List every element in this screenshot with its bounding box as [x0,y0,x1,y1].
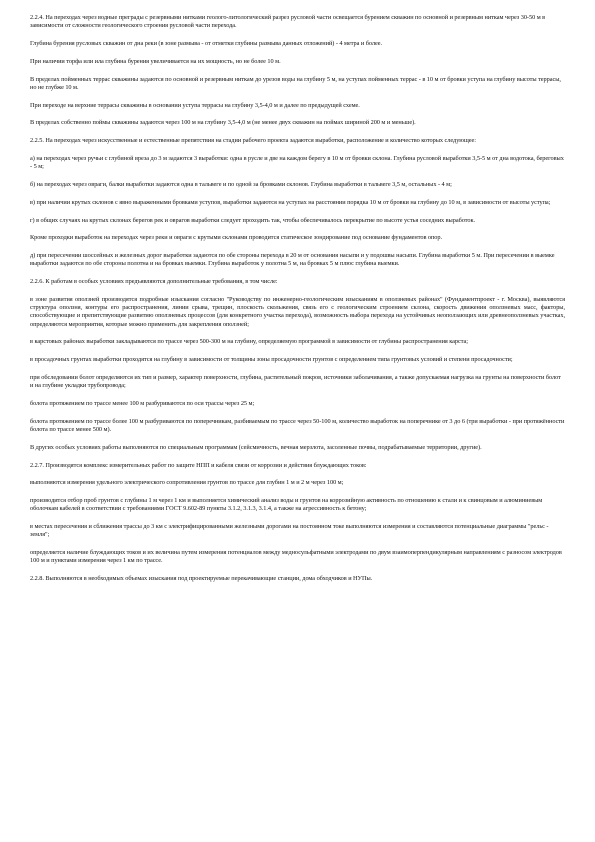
paragraph-stray-currents: определяется наличие блуждающих токов и их величина путем измерения потенциалов между медносульфатными электродами по двум взаимоперпендикулярным направлениям с разносом электродов 100 м и пунктами измерения через 1 км по трассе. [30,549,562,565]
paragraph-2-2-4: 2.2.4. На переходах через водные преграды с резервными нитками геолого-литологический разрез русловой части освещается бурением скважин по основной и резервным ниткам через 30-50 м в зависимости от сложности геологического строения русловой части перехода. [30,14,546,30]
paragraph-swamps-long: болота протяжением по трассе более 100 м разбуриваются по поперечникам, разбиваемым по трассе через 50-100 м, количество выработок на поперечнике от 3 до 6 (три выработки - при протяжённости болота по трассе менее 500 м). [30,417,565,433]
paragraph-resistivity: выполняются измерения удельного электрического сопротивления грунтов по трассе для глубин 1 м и 2 м через 100 м; [30,479,344,487]
list-item-g: г) в общих случаях на крутых склонах берегов рек и оврагов выработки следует проходить так, чтобы обеспечивалось перекрытие по высоте устья соседних выработок. [30,216,475,224]
paragraph-soil-sampling: производится отбор проб грунтов с глубины 1 м через 1 км и выполняется химический анализ воды и грунтов на коррозийную активность по отношению к стали и к свинцовым и алюминиевым оболочкам кабелей в соответствии с требованиями ГОСТ 9.602-89 пункты 3.1.2, 3.1.3, 3.1.4, а также на агрессивность к бетону; [30,497,543,513]
paragraph-rail-diagrams: в местах пересечения и сближения трассы до 3 км с электрифицированными железными дорогами на постоянном токе выполняются измерения и составляются потенциальные диаграммы "рельс - земля"; [30,523,549,539]
paragraph-2-2-8: 2.2.8. Выполняются в необходимых объемах изыскания под проектируемые перекачивающие станции, дома обходчиков и НУПы. [30,575,373,583]
list-item-d: д) при пересечении шоссейных и железных дорог выработки задаются по обе стороны перехода в 20 м от основания насыпи и у подошвы насыпи. Глубина выработки 5 м. При пересечении в выемке выработки задаются по обе стороны полотна и на бровках выемки. Глубина выработок у полотна 5 м, на бровках 5 м плюс глубина выемки. [30,252,555,268]
list-item-b: б) на переходах через овраги, балки выработки задаются одна в тальвеге и по одной за бровками склонов. Глубина выработки в тальвеге 3,5 м, остальных - 4 м; [30,180,452,188]
paragraph-floodplain-wells: В пределах собственно поймы скважины задаются через 100 м на глубину 3,5-4,0 м (не менее двух скважин на поймах шириной 200 м и меньше). [30,119,416,127]
paragraph-swamps-short: болота протяжением по трассе менее 100 м разбуриваются по оси трассы через 25 м; [30,399,255,407]
list-item-a: а) на переходах через ручьи с глубиной вреза до 3 м задаются 3 выработки: одна в русле и две на каждом берегу в 10 м от бровки склона. Глубина русловой выработки 3,5-5 м от дна водотока, береговых - 5 м; [30,154,564,171]
paragraph-peat-silt: При наличии торфа или ила глубина бурения увеличивается на их мощность, но не более 10 м. [30,57,281,65]
paragraph-karst: в карстовых районах выработки закладываются по трассе через 500-300 м на глубину, определяемую программой в зависимости от глубины распространения карста; [30,338,468,346]
paragraph-2-2-6: 2.2.6. К работам в особых условиях предъявляются дополнительные требования, в том числе: [30,278,278,286]
paragraph-2-2-7: 2.2.7. Производятся комплекс измерительных работ по защите НПП и кабеля связи от коррозии и действия блуждающих токов: [30,461,367,469]
list-item-v: в) при наличии крутых склонов с явно выраженными бровками уступов, выработки задаются на уступах на расстоянии порядка 10 м от бровки на глубину до 10 м, в зависимости от высоты уступа; [30,198,551,206]
paragraph-subsidence-soils: в просадочных грунтах выработки проходятся на глубину в зависимости от толщины зоны просадочности грунтов с определением типа грунтовых условий и степени просадочности; [30,356,513,364]
paragraph-static-sounding: Кроме проходки выработок на переходах через реки и овраги с крутыми склонами проводится статическое зондирование под основание фундаментов опор. [30,234,443,242]
paragraph-special-conditions: В других особых условиях работы выполняются по специальным программам (сейсмичность, вечная мерзлота, засоленные почвы, подрабатываемые территории, другие). [30,443,482,451]
paragraph-floodplain-terraces: В пределах пойменных террас скважины задаются по основной и резервным ниткам до урезов воды на глубину 5 м, на уступах пойменных террас - в 10 м от бровки уступа на глубину высоты террасы, но не глубже 10 м. [30,75,561,91]
paragraph-channel-drilling-depth: Глубина бурения русловых скважин от дна реки (в зоне размыва - от отметки глубины размыва данных отложений) - 4 метра и более. [30,40,382,47]
paragraph-landslides: в зоне развития оползней производятся подробные изыскания согласно "Руководству по инженерно-геологическим изысканиям в оползневых районах" (Фундаментпроект - г. Москва), выявляются структура оползня, контуры его распространения, линии срыва, трещин, плоскость скольжения, связь его с геологическим строением склона, скорость движения оползневых масс, факторы, способствующие и препятствующие развитию оползневых процессов (для конкретного участка перехода), возможность выбора перехода на устойчивых неоползающих или древнеоползневых участках, определяются мероприятия, которые можно применить для закрепления оползней; [30,295,565,328]
paragraph-upper-terraces: При переходе на верхние террасы скважины в основании уступа террасы на глубину 3,5-4,0 м и далее по предыдущей схеме. [30,101,360,109]
paragraph-swamps: при обследовании болот определяются их тип и размер, характер поверхности, глубина, растительный покров, источники заболачивания, а также допускаемая нагрузка на грунты на поверхности болот и на глубине укладки трубопровода; [30,373,561,390]
document-page [30,14,565,593]
paragraph-2-2-5: 2.2.5. На переходах через искусственные и естественные препятствия на стадии рабочего проекта задаются выработки, расположение и количество которых следующее: [30,137,476,145]
